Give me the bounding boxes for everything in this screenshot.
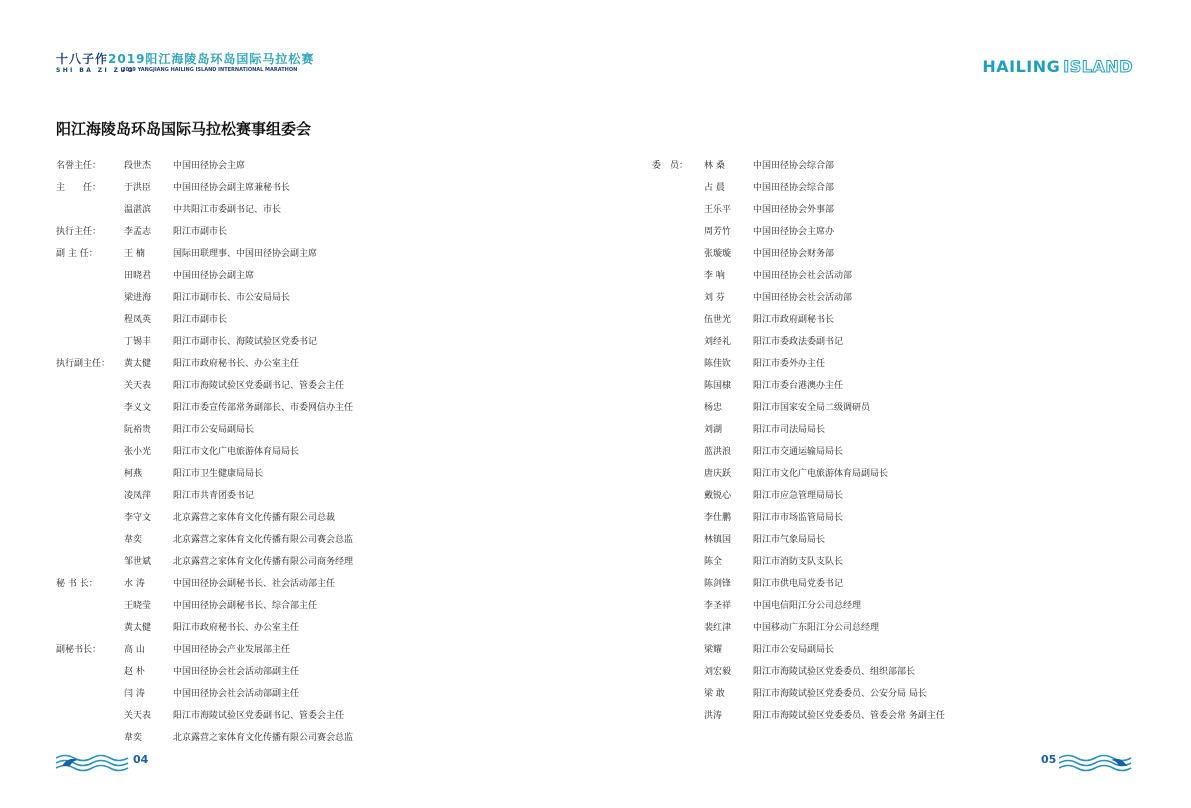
- committee-row: [56, 639, 596, 661]
- committee-row: [652, 661, 1132, 683]
- member-role: 委 员：: [652, 161, 689, 171]
- member-title: 中国田径协会副主席: [173, 271, 255, 281]
- member-role: 执行副主任：: [56, 359, 111, 369]
- member-title: 阳江市政府秘书长、办公室主任: [173, 623, 300, 633]
- member-title: 阳江市应急管理局局长: [753, 491, 844, 501]
- member-title: 阳江市交通运输局局长: [753, 447, 844, 457]
- committee-row: [56, 595, 596, 617]
- member-name: 裴红津: [704, 623, 732, 633]
- member-title: 阳江市海陵试验区党委副书记、管委会主任: [173, 711, 345, 721]
- committee-row: [652, 221, 1132, 243]
- member-role: 执行主任：: [56, 227, 102, 237]
- wave-dolphin-icon: [56, 752, 130, 772]
- committee-row: [652, 529, 1132, 551]
- member-title: 中国田径协会综合部: [753, 183, 835, 193]
- member-role: 名誉主任：: [56, 161, 102, 171]
- member-role: 副秘书长：: [56, 645, 102, 655]
- member-title: 中国田径协会副主席兼秘书长: [173, 183, 291, 193]
- member-name: 梁进海: [124, 293, 152, 303]
- committee-list-left: [56, 155, 596, 749]
- member-name: 刘 芬: [704, 293, 725, 303]
- member-title: 阳江市委台港澳办主任: [753, 381, 844, 391]
- member-title: 中共阳江市委副书记、市长: [173, 205, 282, 215]
- member-name: 王 楠: [124, 249, 145, 259]
- committee-row: [652, 199, 1132, 221]
- member-title: 阳江市消防支队支队长: [753, 557, 844, 567]
- member-name: 洪涛: [704, 711, 723, 721]
- member-name: 占 晨: [704, 183, 725, 193]
- member-name: 李义文: [124, 403, 152, 413]
- logo-chinese: [56, 50, 314, 67]
- committee-row: [652, 639, 1132, 661]
- committee-row: [56, 441, 596, 463]
- member-name: 李圣祥: [704, 601, 732, 611]
- member-title: 中国田径协会社会活动部: [753, 271, 853, 281]
- member-name: 阮裕贵: [124, 425, 152, 435]
- member-title: 阳江市副市长: [173, 315, 228, 325]
- committee-row: [652, 375, 1132, 397]
- committee-row: [652, 353, 1132, 375]
- member-role: 主 任：: [56, 183, 102, 193]
- committee-row: [652, 595, 1132, 617]
- committee-row: [652, 397, 1132, 419]
- member-name: 陈佳钦: [704, 359, 732, 369]
- brand-logo: [982, 57, 1133, 76]
- member-name: 杨忠: [704, 403, 723, 413]
- member-name: 刘宏毅: [704, 667, 732, 677]
- member-name: 梁耀: [704, 645, 723, 655]
- committee-row: [652, 287, 1132, 309]
- member-title: 阳江市文化广电旅游体育局副局长: [753, 469, 889, 479]
- committee-row: [56, 573, 596, 595]
- member-name: 张璇璇: [704, 249, 732, 259]
- committee-row: [652, 485, 1132, 507]
- committee-row: [56, 353, 596, 375]
- member-title: 阳江市公安局副局长: [173, 425, 255, 435]
- member-title: 中国田径协会外事部: [753, 205, 835, 215]
- member-name: 黄太健: [124, 359, 152, 369]
- committee-row: [56, 265, 596, 287]
- page-number-left: 04: [133, 753, 149, 766]
- member-name: 李仕鹏: [704, 513, 732, 523]
- committee-row: [56, 463, 596, 485]
- member-title: 阳江市副市长、海陵试验区党委书记: [173, 337, 318, 347]
- member-name: 刘湖: [704, 425, 723, 435]
- committee-row: [56, 309, 596, 331]
- committee-row: [652, 705, 1132, 727]
- committee-row: [56, 155, 596, 177]
- member-name: 于洪臣: [124, 183, 152, 193]
- committee-row: [652, 265, 1132, 287]
- member-name: 刘经礼: [704, 337, 732, 347]
- member-name: 王晓莹: [124, 601, 152, 611]
- member-name: 陈剑锋: [704, 579, 732, 589]
- member-name: 丁锡丰: [124, 337, 152, 347]
- member-title: 阳江市司法局局长: [753, 425, 826, 435]
- committee-row: [652, 463, 1132, 485]
- committee-row: [56, 551, 596, 573]
- member-name: 程凤英: [124, 315, 152, 325]
- committee-row: [56, 529, 596, 551]
- member-title: 中国田径协会综合部: [753, 161, 835, 171]
- member-title: 阳江市委外办主任: [753, 359, 826, 369]
- member-name: 段世杰: [124, 161, 152, 171]
- committee-list-right: [652, 155, 1132, 727]
- member-name: 蓝洪浪: [704, 447, 732, 457]
- committee-row: [56, 221, 596, 243]
- committee-row: [56, 397, 596, 419]
- member-title: 中国田径协会社会活动部副主任: [173, 689, 300, 699]
- logo-cn-prefix: 十八子作: [56, 52, 109, 66]
- member-name: 王乐平: [704, 205, 732, 215]
- member-name: 黄太健: [124, 623, 152, 633]
- member-title: 中国田径协会主席: [173, 161, 246, 171]
- member-name: 李守文: [124, 513, 152, 523]
- member-title: 阳江市副市长: [173, 227, 228, 237]
- member-title: 阳江市委宣传部常务副部长、市委网信办主任: [173, 403, 354, 413]
- committee-row: [56, 287, 596, 309]
- committee-row: [56, 419, 596, 441]
- committee-row: [56, 661, 596, 683]
- member-name: 关天表: [124, 381, 152, 391]
- member-title: 阳江市海陵试验区党委委员、管委会常 务副主任: [753, 711, 945, 721]
- logo-cn-accent: 2019阳江海陵岛环岛国际马拉松赛: [108, 52, 315, 66]
- committee-row: [56, 683, 596, 705]
- committee-row: [652, 419, 1132, 441]
- member-name: 水 涛: [124, 579, 145, 589]
- committee-row: [56, 331, 596, 353]
- committee-row: [652, 177, 1132, 199]
- member-title: 中国田径协会产业发展部主任: [173, 645, 291, 655]
- member-title: 中国田径协会主席办: [753, 227, 835, 237]
- member-title: 阳江市海陵试验区党委副书记、管委会主任: [173, 381, 345, 391]
- member-name: 赵 朴: [124, 667, 145, 677]
- member-name: 李孟志: [124, 227, 152, 237]
- committee-row: [56, 507, 596, 529]
- member-title: 国际田联理事、中国田径协会副主席: [173, 249, 318, 259]
- committee-row: [56, 485, 596, 507]
- committee-row: [56, 705, 596, 727]
- member-name: 田晓君: [124, 271, 152, 281]
- member-title: 北京露营之家体育文化传播有限公司商务经理: [173, 557, 354, 567]
- member-name: 高 山: [124, 645, 145, 655]
- committee-row: [652, 507, 1132, 529]
- page-title: 阳江海陵岛环岛国际马拉松赛事组委会: [56, 120, 312, 138]
- committee-row: [56, 243, 596, 265]
- member-name: 张小光: [124, 447, 152, 457]
- member-name: 梁 敢: [704, 689, 725, 699]
- member-title: 阳江市共青团委书记: [173, 491, 255, 501]
- committee-row: [652, 683, 1132, 705]
- member-name: 关天表: [124, 711, 152, 721]
- member-name: 林 桑: [704, 161, 725, 171]
- committee-row: [652, 155, 1132, 177]
- committee-row: [652, 331, 1132, 353]
- member-title: 中国田径协会副秘书长、社会活动部主任: [173, 579, 336, 589]
- committee-row: [652, 573, 1132, 595]
- member-title: 阳江市气象局局长: [753, 535, 826, 545]
- committee-row: [56, 617, 596, 639]
- member-title: 阳江市海陵试验区党委委员、公安分局 局长: [753, 689, 927, 699]
- member-title: 阳江市国家安全局二级调研员: [753, 403, 871, 413]
- member-name: 李 响: [704, 271, 725, 281]
- member-title: 阳江市公安局副局长: [753, 645, 835, 655]
- logo-english: 2019 YANGJIANG HAILING ISLAND INTERNATIONAL MARATHON: [122, 67, 298, 73]
- member-title: 阳江市市场监管局局长: [753, 513, 844, 523]
- committee-row: [56, 727, 596, 749]
- member-name: 林镇国: [704, 535, 732, 545]
- member-title: 北京露营之家体育文化传播有限公司赛会总监: [173, 733, 354, 743]
- member-name: 戴锐心: [704, 491, 732, 501]
- member-title: 阳江市海陵试验区党委委员、组织部部长: [753, 667, 916, 677]
- event-logo: [56, 50, 315, 80]
- member-title: 中国田径协会社会活动部: [753, 293, 853, 303]
- member-title: 阳江市供电局党委书记: [753, 579, 844, 589]
- member-title: 阳江市政府秘书长、办公室主任: [173, 359, 300, 369]
- member-name: 周芳竹: [704, 227, 732, 237]
- committee-row: [56, 199, 596, 221]
- member-name: 唐庆跃: [704, 469, 732, 479]
- member-title: 北京露营之家体育文化传播有限公司赛会总监: [173, 535, 354, 545]
- member-title: 北京露营之家体育文化传播有限公司总裁: [173, 513, 336, 523]
- brand-word-1: HAILING: [982, 57, 1061, 76]
- member-title: 阳江市副市长、市公安局局长: [173, 293, 291, 303]
- member-title: 中国田径协会社会活动部副主任: [173, 667, 300, 677]
- committee-row: [652, 309, 1132, 331]
- member-title: 中国电信阳江分公司总经理: [753, 601, 862, 611]
- member-role: 秘 书 长：: [56, 579, 98, 589]
- member-name: 邹世斌: [124, 557, 152, 567]
- member-title: 阳江市卫生健康局局长: [173, 469, 264, 479]
- wave-dolphin-icon: [1059, 752, 1133, 772]
- committee-row: [652, 551, 1132, 573]
- member-title: 中国田径协会财务部: [753, 249, 835, 259]
- brand-word-2: ISLAND: [1063, 57, 1133, 76]
- page-number-right: 05: [1041, 753, 1057, 766]
- member-name: 闫 涛: [124, 689, 145, 699]
- member-title: 中国移动广东阳江分公司总经理: [753, 623, 880, 633]
- member-name: 柯燕: [124, 469, 143, 479]
- member-role: 副 主 任：: [56, 249, 98, 259]
- member-name: 韋奕: [124, 733, 143, 743]
- logo-pinyin: SHI BA ZI ZUO: [56, 67, 136, 74]
- committee-row: [652, 617, 1132, 639]
- member-title: 阳江市文化广电旅游体育局局长: [173, 447, 300, 457]
- committee-row: [56, 177, 596, 199]
- member-title: 阳江市委政法委副书记: [753, 337, 844, 347]
- member-name: 伍世光: [704, 315, 732, 325]
- member-title: 阳江市政府副秘书长: [753, 315, 835, 325]
- member-name: 温湛滨: [124, 205, 152, 215]
- committee-row: [652, 243, 1132, 265]
- member-title: 中国田径协会副秘书长、综合部主任: [173, 601, 318, 611]
- member-name: 韋奕: [124, 535, 143, 545]
- committee-row: [56, 375, 596, 397]
- member-name: 陈国棣: [704, 381, 732, 391]
- committee-row: [652, 441, 1132, 463]
- member-name: 凌凤萍: [124, 491, 152, 501]
- member-name: 陈全: [704, 557, 723, 567]
